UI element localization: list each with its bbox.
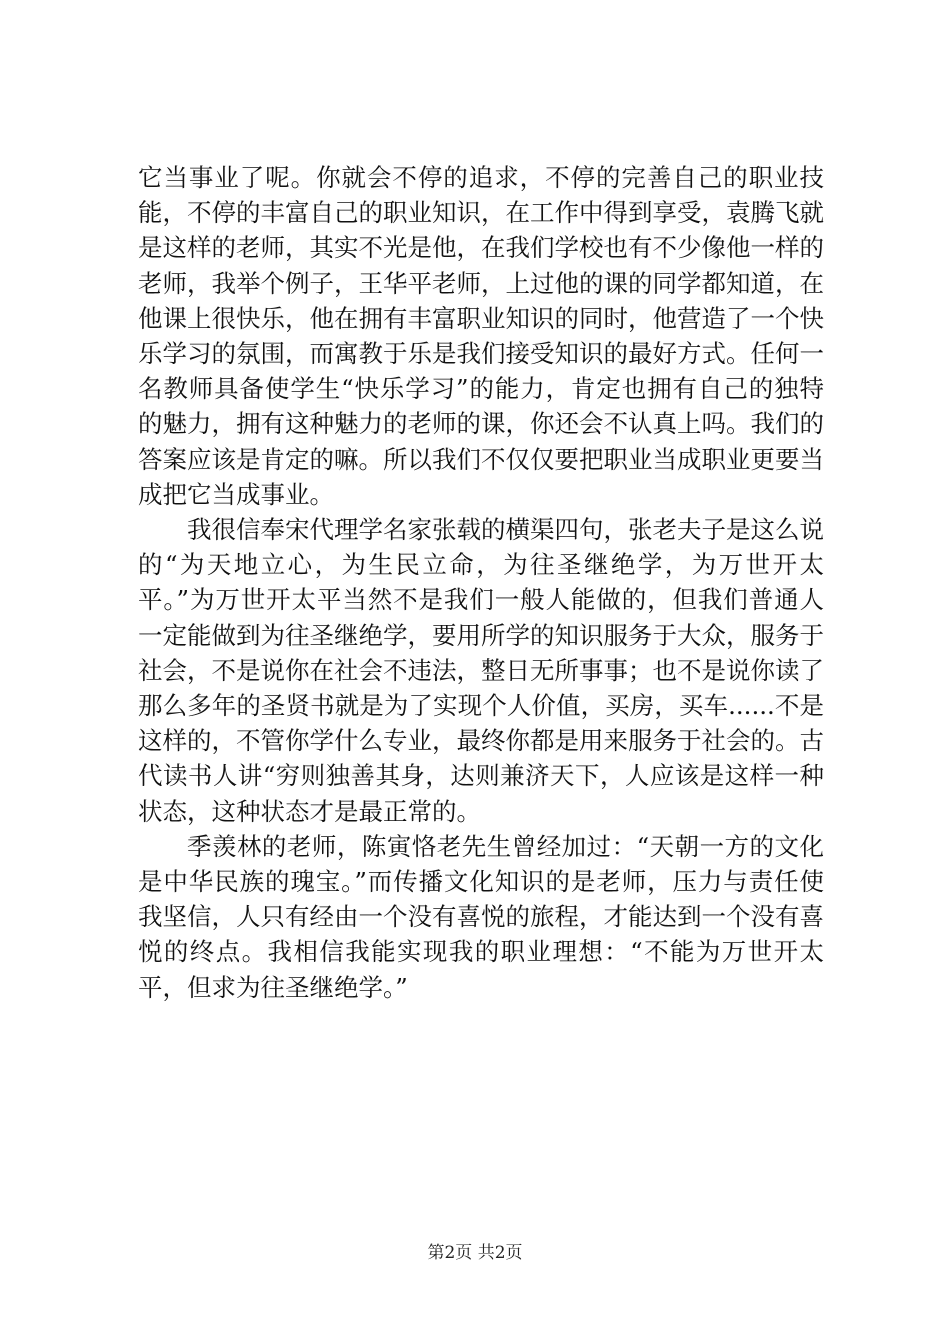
paragraph-hengqu-four-sentences: 我很信奉宋代理学名家张载的横渠四句，张老夫子是这么说的“为天地立心，为生民立命，为往圣继绝学，为万世开太平。”为万世开太平当然不是我们一般人能做的，但我们普通人一定能做到为往圣继绝学，要用所学的知识服务于大众，服务于社会，不是说你在社会不违法，整日无所事事；也不是说你读了那么多年的圣贤书就是为了实现个人价值，买房，买车......不是这样的，不管你学什么专业，最终你都是用来服务于社会的。古代读书人讲“穷则独善其身，达则兼济天下，人应该是这样一种状态，这种状态才是最正常的。 [138, 515, 824, 826]
paragraph-career-ideal: 季羡林的老师，陈寅恪老先生曾经加过：“天朝一方的文化是中华民族的瑰宝。”而传播文化知识的是老师，压力与责任使我坚信，人只有经由一个没有喜悦的旅程，才能达到一个没有喜悦的终点。我相信我能实现我的职业理想：“不能为万世开太平，但求为往圣继绝学。” [138, 831, 824, 1002]
page-number-footer: 第2页 共2页 [427, 1243, 523, 1263]
paragraph-continuation: 它当事业了呢。你就会不停的追求，不停的完善自己的职业技能，不停的丰富自己的职业知识，在工作中得到享受，袁腾飞就是这样的老师，其实不光是他，在我们学校也有不少像他一样的老师，我举个例子，王华平老师，上过他的课的同学都知道，在他课上很快乐，他在拥有丰富职业知识的同时，他营造了一个快乐学习的氛围，而寓教于乐是我们接受知识的最好方式。任何一名教师具备使学生“快乐学习”的能力，肯定也拥有自己的独特的魅力，拥有这种魅力的老师的课，你还会不认真上吗。我们的答案应该是肯定的嘛。所以我们不仅仅要把职业当成职业更要当成把它当成事业。 [138, 163, 824, 509]
document-body [138, 160, 824, 1005]
